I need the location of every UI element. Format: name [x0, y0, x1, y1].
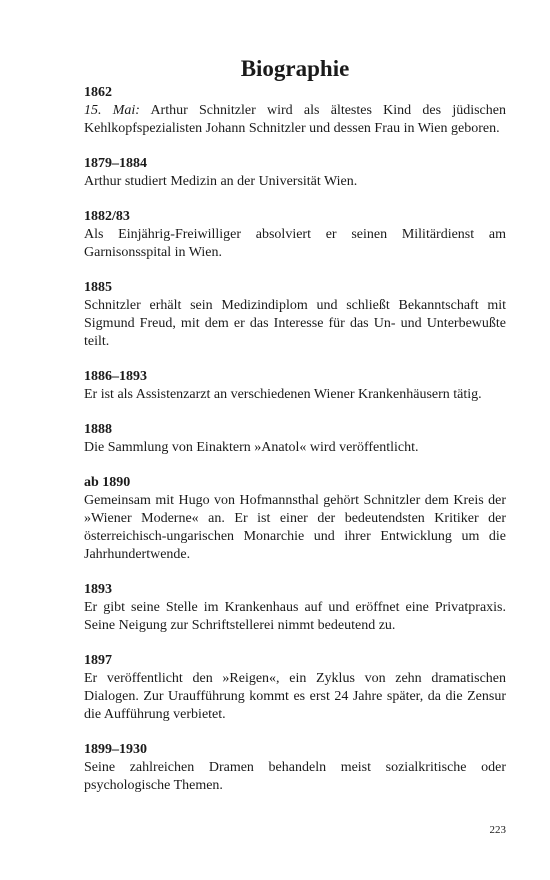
entry-text: Er ist als Assistenzarzt an verschiedenen Wiener Krankenhäusern tätig.: [84, 387, 482, 402]
entry-text: Schnitzler erhält sein Medizindiplom und schließt Bekanntschaft mit Sigmund Freud, mit dem er das Interesse für das Un- und Unterbewußte teilt.: [84, 298, 506, 349]
entry-text: Er gibt seine Stelle im Krankenhaus auf und eröffnet eine Privatpraxis. Seine Neigung zur Schriftstellerei nimmt bedeutend zu.: [84, 600, 506, 633]
entry-year: 1897: [84, 653, 112, 668]
entry-year: 1886–1893: [84, 369, 147, 384]
entry-text: Arthur studiert Medizin an der Universität Wien.: [84, 174, 358, 189]
entry-body: Arthur Schnitzler wird als ältestes Kind des jüdischen Kehlkopfspezialisten Johann Schnitzler und dessen Frau in Wien geboren.: [84, 103, 506, 136]
entry-text: Er veröffentlicht den »Reigen«, ein Zyklus von zehn dramatischen Dialogen. Zur Uraufführung kommt es erst 24 Jahre später, da die Zensur die Aufführung verbietet.: [84, 671, 506, 722]
entry-year: 1893: [84, 582, 112, 597]
entry-year: ab 1890: [84, 475, 131, 490]
entry-year: 1899–1930: [84, 742, 147, 757]
page-title: Biographie: [240, 56, 350, 81]
biography-entry: [84, 741, 506, 795]
entry-year: 1862: [84, 85, 112, 100]
biography-entry: [84, 421, 506, 457]
biography-entry: [84, 652, 506, 724]
entry-year: 1879–1884: [84, 156, 147, 171]
book-page: [84, 0, 506, 880]
entry-text: Die Sammlung von Einaktern »Anatol« wird veröffentlicht.: [84, 440, 419, 455]
biography-entry: [84, 581, 506, 635]
entry-year: 1888: [84, 422, 112, 437]
entry-year: 1885: [84, 280, 112, 295]
biography-entry: [84, 368, 506, 404]
entry-text: [84, 102, 506, 138]
biography-entry: [84, 84, 506, 138]
entry-year: 1882/83: [84, 209, 130, 224]
entry-date: 15. Mai:: [84, 103, 140, 118]
entry-text: Als Einjährig-Freiwilliger absolviert er seinen Militärdienst am Garnisonsspital in Wien.: [84, 227, 506, 260]
entry-text: Seine zahlreichen Dramen behandeln meist sozialkritische oder psychologische Themen.: [84, 760, 506, 793]
page-number: 223: [489, 824, 506, 836]
entry-text: Gemeinsam mit Hugo von Hofmannsthal gehört Schnitzler dem Kreis der »Wiener Moderne« an. Er ist einer der bedeutendsten Kritiker der österreichisch-ungarischen Monarchie und ihrer Entwicklung um die Jahrhundertwende.: [84, 493, 506, 562]
biography-entries: [84, 84, 506, 812]
biography-entry: [84, 155, 506, 191]
biography-entry: [84, 474, 506, 564]
biography-entry: [84, 279, 506, 351]
biography-entry: [84, 208, 506, 262]
